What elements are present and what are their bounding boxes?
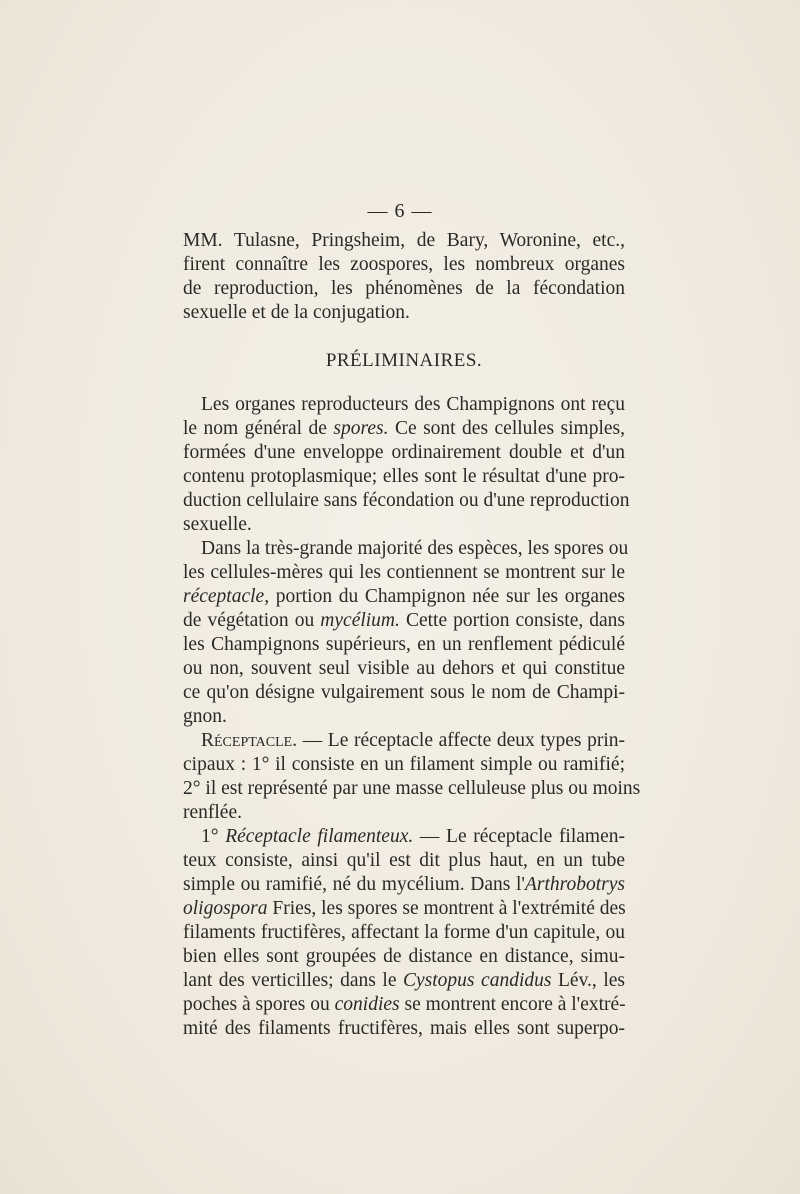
text-run: — Le réceptacle affecte deux types prin- <box>302 730 625 751</box>
text-line: Dans la très-grande majorité des espèces, les spores ou <box>201 538 629 559</box>
text-line: renflée. <box>183 802 242 823</box>
text-run: simple ou ramifié, né du mycélium. Dans l' <box>183 874 525 895</box>
section-term: Réceptacle. <box>201 730 298 751</box>
text-run: poches à spores ou <box>183 994 330 1015</box>
text-run: de végétation ou <box>183 610 315 631</box>
text-line <box>183 873 625 897</box>
text-line <box>183 825 625 849</box>
text-line <box>183 609 625 633</box>
text-line: cipaux : 1° il consiste en un filament simple ou ramifié; <box>183 754 625 775</box>
text-line: Les organes reproducteurs des Champignons ont reçu <box>201 394 625 415</box>
italic-term: Cystopus candidus <box>403 970 552 991</box>
text-run: Fries, les spores se montrent à l'extrémité des <box>272 898 626 919</box>
text-line: firent connaître les zoospores, les nombreux organes <box>183 254 625 275</box>
section-heading: PRÉLIMINAIRES. <box>325 350 483 371</box>
text-line: formées d'une enveloppe ordinairement double et d'un <box>183 442 625 463</box>
text-line: de reproduction, les phénomènes de la fécondation <box>183 278 625 299</box>
text-line <box>183 969 625 993</box>
text-run: se montrent encore à l'extré- <box>404 994 626 1015</box>
text-line: 2° il est représenté par une masse celluleuse plus ou moins <box>183 778 641 799</box>
text-line <box>183 729 625 753</box>
page-number: — 6 — <box>367 200 433 222</box>
text-line <box>183 585 625 609</box>
text-run: lant des verticilles; dans le <box>183 970 397 991</box>
text-line <box>183 897 625 921</box>
italic-term: Arthrobotrys <box>524 874 625 895</box>
italic-term: réceptacle, <box>183 586 270 607</box>
text-line: sexuelle. <box>183 514 252 535</box>
italic-term: spores. <box>333 418 389 439</box>
italic-term: Réceptacle filamenteux. <box>225 826 414 847</box>
text-line: teux consiste, ainsi qu'il est dit plus haut, en un tube <box>183 850 625 871</box>
text-run: le nom général de <box>183 418 327 439</box>
italic-term: oligospora <box>183 898 268 919</box>
text-run: Ce sont des cellules simples, <box>394 418 625 439</box>
text-run: Cette portion consiste, dans <box>405 610 626 631</box>
text-run: 1° <box>201 826 219 847</box>
text-line: duction cellulaire sans fécondation ou d'une reproduction <box>183 490 630 511</box>
italic-term: mycélium. <box>320 610 400 631</box>
text-line: filaments fructifères, affectant la forme d'un capitule, ou <box>183 922 625 943</box>
text-run: — Le réceptacle filamen- <box>419 826 625 847</box>
italic-term: conidies <box>334 994 400 1015</box>
text-line: sexuelle et de la conjugation. <box>183 302 410 323</box>
text-line <box>183 993 625 1017</box>
body-text <box>183 229 641 1041</box>
text-line: mité des filaments fructifères, mais elles sont superpo- <box>183 1018 625 1039</box>
text-line: les Champignons supérieurs, en un renflement pédiculé <box>183 634 625 655</box>
text-line: bien elles sont groupées de distance en distance, simu- <box>183 946 625 967</box>
text-line: ce qu'on désigne vulgairement sous le nom de Champi- <box>183 682 625 703</box>
text-line: contenu protoplasmique; elles sont le résultat d'une pro- <box>183 466 625 487</box>
text-run: Lév., les <box>558 970 625 991</box>
text-line: les cellules-mères qui les contiennent se montrent sur le <box>183 562 625 583</box>
text-line: MM. Tulasne, Pringsheim, de Bary, Woronine, etc., <box>183 230 625 251</box>
text-line: ou non, souvent seul visible au dehors et qui constitue <box>183 658 625 679</box>
text-line: gnon. <box>183 706 227 727</box>
text-run: portion du Champignon née sur les organes <box>275 586 626 607</box>
text-line <box>183 417 625 441</box>
